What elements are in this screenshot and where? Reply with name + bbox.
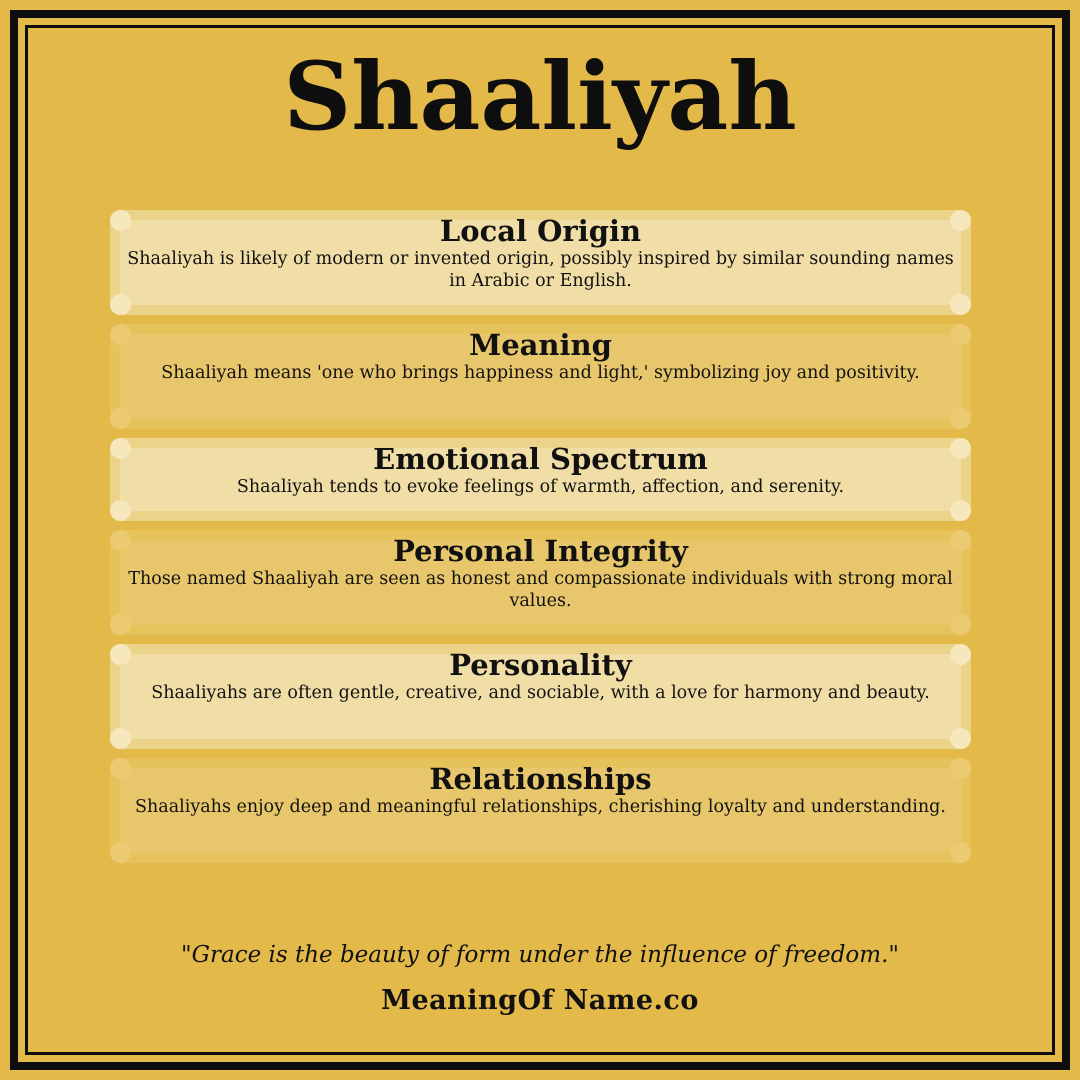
corner-ornament xyxy=(950,842,971,863)
corner-ornament xyxy=(110,500,131,521)
section-heading: Emotional Spectrum xyxy=(373,442,708,476)
section-heading: Local Origin xyxy=(439,214,642,248)
quote: "Grace is the beauty of form under the influence of freedom." xyxy=(181,942,899,968)
page-title: Shaaliyah xyxy=(283,42,797,152)
corner-ornament xyxy=(950,614,971,635)
corner-ornament xyxy=(110,614,131,635)
section-relationships xyxy=(110,758,971,863)
section-text: Those named Shaaliyah are seen as honest and compassionate individuals with strong moral values. xyxy=(128,569,953,611)
section-emotional-spectrum xyxy=(110,438,971,521)
section-text: Shaaliyahs enjoy deep and meaningful relationships, cherishing loyalty and understanding. xyxy=(135,797,946,817)
corner-ornament xyxy=(110,294,131,315)
section-text: Shaaliyahs are often gentle, creative, and sociable, with a love for harmony and beauty. xyxy=(151,683,930,703)
section-meaning xyxy=(110,324,971,429)
corner-ornament xyxy=(950,294,971,315)
section-local-origin xyxy=(110,210,971,315)
section-text: Shaaliyah is likely of modern or invented origin, possibly inspired by similar sounding names in Arabic or English. xyxy=(127,249,954,291)
section-text: Shaaliyah tends to evoke feelings of warmth, affection, and serenity. xyxy=(236,477,845,497)
section-heading: Personal Integrity xyxy=(393,534,688,568)
corner-ornament xyxy=(950,408,971,429)
corner-ornament xyxy=(950,728,971,749)
section-heading: Personality xyxy=(449,648,632,682)
corner-ornament xyxy=(110,728,131,749)
quote-text: Grace is the beauty of form under the influence of freedom. xyxy=(191,942,889,968)
section-personal-integrity xyxy=(110,530,971,635)
site-name[interactable]: MeaningOf Name.co xyxy=(381,985,699,1016)
section-text: Shaaliyah means 'one who brings happiness and light,' symbolizing joy and positivity. xyxy=(161,363,920,383)
section-heading: Relationships xyxy=(429,762,652,796)
corner-ornament xyxy=(110,408,131,429)
corner-ornament xyxy=(110,842,131,863)
corner-ornament xyxy=(950,500,971,521)
section-personality xyxy=(110,644,971,749)
section-heading: Meaning xyxy=(469,328,612,362)
